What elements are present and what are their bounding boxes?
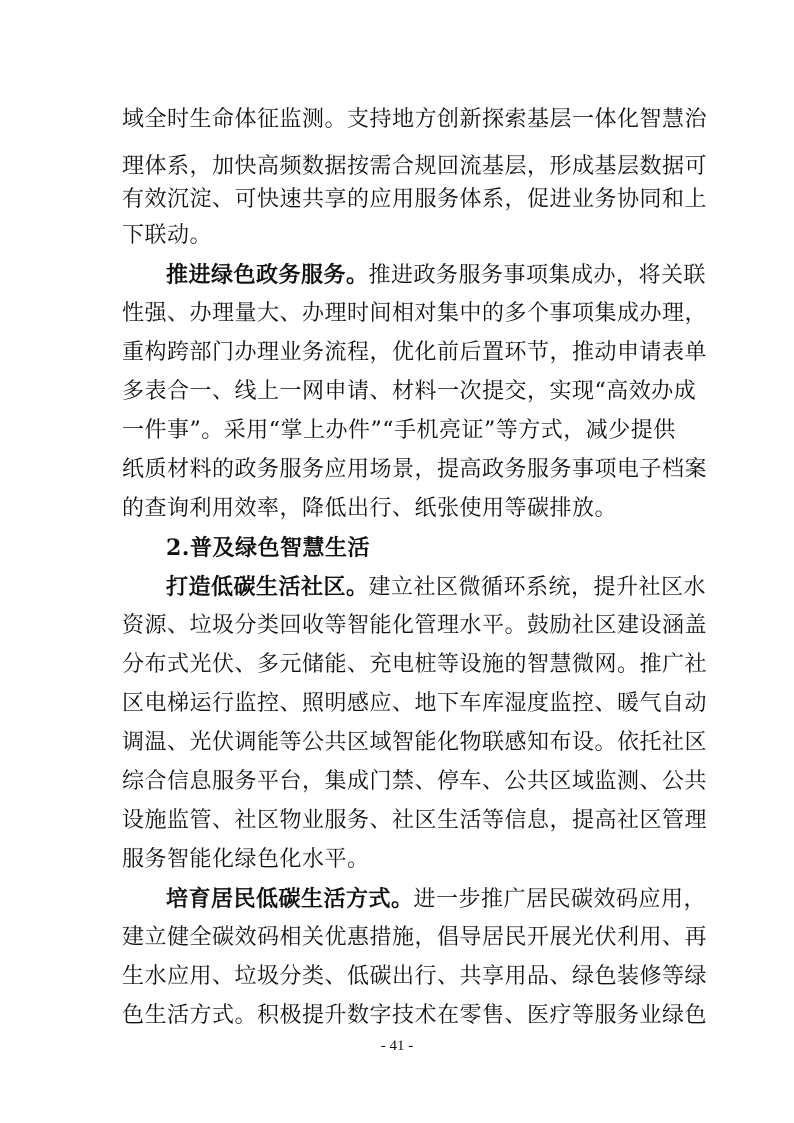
para3-line-6: 综合信息服务平台，集成门禁、停车、公共区域监测、公共 bbox=[122, 769, 708, 794]
para2-line-2: 性强、办理量大、办理时间相对集中的多个事项集成办理， bbox=[122, 301, 708, 326]
para3-line-5: 调温、光伏调能等公共区域智能化物联感知布设。依托社区 bbox=[122, 730, 708, 755]
para2-line-1 bbox=[166, 255, 707, 295]
para4-bold-lead: 培育居民低碳生活方式。 bbox=[166, 886, 414, 912]
para3-line-4: 区电梯运行监控、照明感应、地下车库湿度监控、暖气自动 bbox=[122, 691, 708, 716]
para3-line-2: 资源、垃圾分类回收等智能化管理水平。鼓励社区建设涵盖 bbox=[122, 613, 708, 638]
para2-line-7: 的查询利用效率，降低出行、纸张使用等碳排放。 bbox=[122, 496, 618, 521]
para3-line-7: 设施监管、社区物业服务、社区生活等信息，提高社区管理 bbox=[122, 808, 708, 833]
para4-line-3: 生水应用、垃圾分类、低碳出行、共享用品、绿色装修等绿 bbox=[122, 964, 708, 989]
para3-line-1 bbox=[166, 567, 707, 607]
para3-line-8: 服务智能化绿色化水平。 bbox=[122, 847, 370, 872]
para4-first-rest: 进一步推广居民碳效码应用， bbox=[413, 887, 707, 912]
para3-line-3: 分布式光伏、多元储能、充电桩等设施的智慧微网。推广社 bbox=[122, 652, 708, 677]
page-number: - 41 - bbox=[380, 1038, 414, 1054]
para1-line-3: 有效沉淀、可快速共享的应用服务体系，促进业务协同和上 bbox=[122, 187, 708, 212]
para1-line-2: 理体系，加快高频数据按需合规回流基层，形成基层数据可 bbox=[122, 154, 708, 179]
para4-line-4: 色生活方式。积极提升数字技术在零售、医疗等服务业绿色 bbox=[122, 1003, 708, 1028]
para2-line-5: 一件事”。采用“掌上办件”“手机亮证”等方式，减少提供 bbox=[122, 418, 676, 443]
section-heading: 2.普及绿色智慧生活 bbox=[166, 535, 370, 561]
para4-line-2: 建立健全碳效码相关优惠措施，倡导居民开展光伏利用、再 bbox=[122, 925, 708, 950]
para1-line-4: 下联动。 bbox=[122, 223, 213, 248]
para3-bold-lead: 打造低碳生活社区。 bbox=[166, 574, 369, 600]
para4-line-1 bbox=[166, 879, 707, 919]
para2-line-6: 纸质材料的政务服务应用场景，提高政务服务事项电子档案 bbox=[122, 457, 708, 482]
para3-first-rest: 建立社区微循环系统，提升社区水 bbox=[368, 575, 707, 600]
para2-line-3: 重构跨部门办理业务流程，优化前后置环节，推动申请表单 bbox=[122, 340, 708, 365]
para1-line-1: 域全时生命体征监测。支持地方创新探索基层一体化智慧治 bbox=[122, 107, 708, 132]
para2-line-4: 多表合一、线上一网申请、材料一次提交，实现“高效办成 bbox=[122, 379, 697, 404]
para2-bold-lead: 推进绿色政务服务。 bbox=[166, 262, 369, 288]
para2-first-rest: 推进政务服务事项集成办，将关联 bbox=[368, 263, 707, 288]
